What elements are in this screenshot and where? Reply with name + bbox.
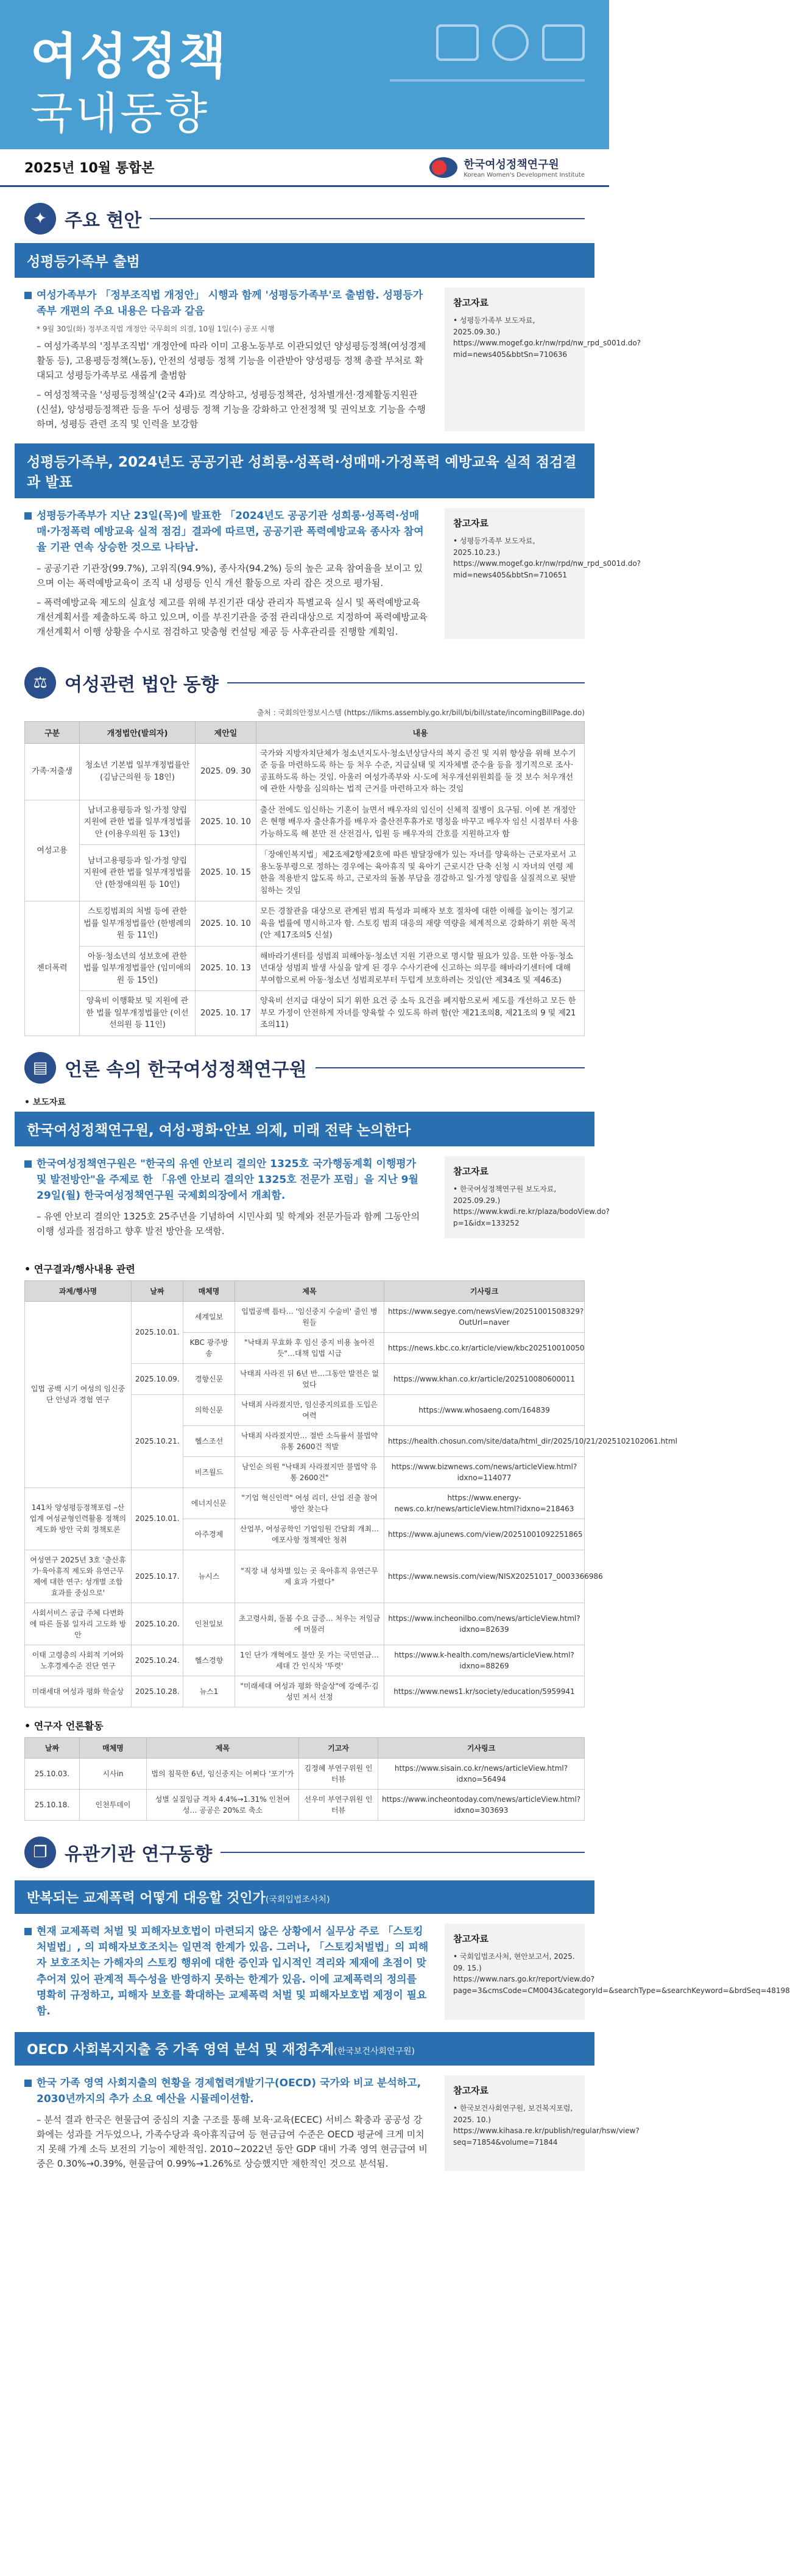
article-link[interactable]: https://www.incheonilbo.com/news/articleView.html?idxno=82639 <box>384 1603 585 1645</box>
kwdi-logo-icon <box>429 157 457 178</box>
issue2-lead: 성평등가족부가 지난 23일(목)에 발표한 「2024년도 공공기관 성희롱·성폭력·성매매·가정폭력 예방교육 실적 점검」결과에 따르면, 공공기관 폭력예방교육 종사자 참여율 기관 연속 상승한 것으로 나타남. <box>24 508 429 556</box>
article-link[interactable]: https://news.kbc.co.kr/article/view/kbc202510010050 <box>384 1332 585 1363</box>
title-line-1: 여성정책 <box>30 28 229 85</box>
issue2-reference: 참고자료 • 성평등가족부 보도자료, 2025.10.23.) https://www.mogef.go.kr/nw/rpd/nw_rpd_s001d.do?mid=news405&bbtSn=710651 <box>445 508 585 639</box>
article-link[interactable]: https://www.news1.kr/society/education/5959941 <box>384 1676 585 1707</box>
issue1-note: * 9월 30일(화) 정부조직법 개정안 국무회의 의결, 10월 1일(수) 공포 시행 <box>37 324 275 333</box>
table-row: 이태 고령층의 사회적 기여와 노후경제수준 진단 연구 2025.10.24. 헬스경향 1인 단가 개혁에도 불안 못 가는 국민연금…세대 간 인식차 '뚜렷' https://www.k-health.com/news/articleView.html?idxno=88269 <box>25 1645 585 1676</box>
article-link[interactable]: https://www.newsis.com/view/NISX20251017_0003366986 <box>384 1550 585 1603</box>
laws-source: 출처 : 국회의안정보시스템 (https://likms.assembly.go.kr/bill/bi/bill/state/incomingBillPage.do) <box>256 708 585 717</box>
trend2-reference: 참고자료 • 한국보건사회연구원, 보건복지포럼, 2025. 10.) https://www.kihasa.re.kr/publish/regular/hsw/view?seq=71854&volume=71844 <box>445 2075 585 2171</box>
title-line-2: 국내동향 <box>30 88 210 139</box>
press-lead: 한국여성정책연구원은 "한국의 유엔 안보리 결의안 1325호 국가행동계획 이행평가 및 발전방안"을 주제로 한 「유엔 안보리 결의안 1325호 전문가 포럼」을 지난 9월 29일(월) 한국여성정책연구원 국제회의장에서 개최함. <box>24 1156 429 1204</box>
gavel-icon: ⚖ <box>24 667 56 699</box>
table-row: 미래세대 여성과 평화 학술상 2025.10.28. 뉴스1 "미래세대 여성과 평화 학술상"에 강예주·김성민 저서 선정 https://www.news1.kr/society/education/5959941 <box>25 1676 585 1707</box>
issue2-bullet: – 공공기관 기관장(99.7%), 고위직(94.9%), 종사자(94.2%) 등의 높은 교육 참여율을 보이고 있으며 이는 폭력예방교육이 조직 내 성평등 인식 개선 활동으로 자리 잡은 것으로 평가됨. <box>37 561 429 590</box>
trend1-block <box>24 1924 790 2020</box>
table-row: 아주경제 산업부, 여성공학인 기업임원 간담회 개최…에포사항 정책제안 청취 https://www.ajunews.com/view/20251001092251865 <box>25 1519 585 1550</box>
article-link[interactable]: https://www.khan.co.kr/article/202510080600011 <box>384 1363 585 1394</box>
table-row: 25.10.18. 인천투데이 성별 실질임금 격차 4.4%→1.31% 인천여성… 공공은 20%로 축소 선우미 부연구위원 인터뷰 https://www.incheontoday.com/news/articleView.html?idxno=303693 <box>25 1789 585 1820</box>
research-heading: • 연구결과/행사내용 관련 <box>24 1263 135 1275</box>
section-main-issue <box>0 187 609 243</box>
article-link[interactable]: https://www.k-health.com/news/articleView.html?idxno=88269 <box>384 1645 585 1676</box>
reference-link[interactable]: • 한국여성정책연구원 보도자료, 2025.09.29.) https://www.kwdi.re.kr/plaza/bodoView.do?p=1&idx=133252 <box>453 1184 610 1227</box>
article-link[interactable]: https://health.chosun.com/site/data/html_dir/2025/10/21/2025102102061.html <box>384 1425 585 1456</box>
bullet-square-icon <box>24 512 32 520</box>
article-link[interactable]: https://www.segye.com/newsView/20251001508329?OutUrl=naver <box>384 1301 585 1332</box>
people-icon <box>492 24 529 61</box>
section-divider <box>316 1067 585 1068</box>
reference-link[interactable]: • 성평등가족부 보도자료, 2025.09.30.) https://www.mogef.go.kr/nw/rpd/nw_rpd_s001d.do?mid=news405&bbtSn=710636 <box>453 316 641 359</box>
table-row: 젠더폭력 스토킹범죄의 처벌 등에 관한 법률 일부개정법률안 (한병례의원 등 11인) 2025. 10. 10 모든 경찰관을 대상으로 관계된 범죄 특성과 피해자 보호 절차에 대한 이해를 높이는 정기교육을 법률에 명시하고자 함. 스토킹 범죄 대응의 재량 역량을 체계적으로 강화하기 위한 목적(안 제17조의5 신설) <box>25 902 585 947</box>
article-link[interactable]: https://www.bizwnews.com/news/articleView.html?idxno=114077 <box>384 1456 585 1487</box>
press-bar: 한국여성정책연구원, 여성·평화·안보 의제, 미래 전략 논의한다 <box>15 1112 594 1146</box>
section-divider <box>227 682 585 683</box>
table-row: 여성고용 남녀고용평등과 일·가정 양립 지원에 관한 법률 일부개정법률안 (이용우의원 등 13인) 2025. 10. 10 출산 전에도 임신하는 기혼이 늘면서 배우자의 임신이 신체적 질병이 요구됨. 이에 본 개정안은 현행 배우자 출산휴가를 배우자 출산전후휴가로 명칭을 바꾸고 배우자 임신 시점부터 사용 가능하도록 해 분만 전 산전검사, 입원 등 배우자의 간호를 지원하고자 함 <box>25 800 585 845</box>
section-trends <box>0 1821 609 1877</box>
table-row: 가족·저출생 청소년 기본법 일부개정법률안 (김남근의원 등 18인) 2025. 09. 30 국가와 지방자치단체가 청소년지도사·청소년상담사의 복지 증진 및 지위 향상을 위해 보수기준 등을 마련하도록 하는 등 처우 수준, 지급실태 및 지자체별 준수율 등을 정기적으로 조사·공표하도록 하는 것임. 아울러 여성가족부와 시·도에 처우개선위원회를 둘 것 보수 처우개선에 관한 사항을 심의하는 법적 근거를 마련하고자 하는 것임 <box>25 743 585 800</box>
article-link[interactable]: https://www.energy-news.co.kr/news/articleView.html?idxno=218463 <box>384 1487 585 1519</box>
issue-label: 2025년 10월 통합본 <box>24 161 155 176</box>
article-link[interactable]: https://www.sisain.co.kr/news/articleView.html?idxno=56494 <box>378 1758 585 1789</box>
chart-icon <box>542 24 585 61</box>
issue1-bullet: – 여성가족부의 '정부조직법' 개정안에 따라 이미 고용노동부로 이관되었던 양성평등정책(여성경제활동 등), 고용평등정책(노동), 안전의 성평등 정책 기능을 이관받아 양성평등 정책 총괄 부처로 확대되고 성평등가족부로 새롭게 출범함 <box>37 339 429 383</box>
press-bullet: – 유엔 안보리 결의안 1325호 25주년을 기념하여 시민사회 및 학계와 전문가들과 함께 그동안의 이행 성과를 점검하고 향후 발전 방안을 모색함. <box>37 1209 429 1238</box>
trend1-bar: 반복되는 교제폭력 어떻게 대응할 것인가(국회입법조사처) <box>15 1880 594 1914</box>
table-row: 25.10.03. 시사in 법의 침묵한 6년, 임신중지는 어쩌다 '포기'가 김정혜 부연구위원 인터뷰 https://www.sisain.co.kr/news/articleView.html?idxno=56494 <box>25 1758 585 1789</box>
trend2-lead: 한국 가족 영역 사회지출의 현황을 경제협력개발기구(OECD) 국가와 비교 분석하고, 2030년까지의 추가 소요 예산을 시뮬레이션함. <box>24 2075 429 2108</box>
table-row: 입법 공백 시기 여성의 임신중단 안녕과 경험 연구 2025.10.01. 세계일보 입법공백 틈타… '임신중지 수술비' 줄인 병원들 https://www.segye.com/newsView/20251001508329?OutUrl=naver <box>25 1301 585 1332</box>
megaphone-icon: ✦ <box>24 203 56 235</box>
document-icon <box>436 24 479 61</box>
issue2-bullet: – 폭력예방교육 제도의 실효성 제고를 위해 부진기관 대상 관리자 특별교육 실시 및 폭력예방교육 개선계획서를 제출하도록 하고 있으며, 이를 부진기관을 중점 관리대상으로 지정하여 폭력예방교육 개선계획서 이행 상황을 수시로 점검하고 맞춤형 컨설팅 제공 등 사후관리를 진행할 계획임. <box>37 595 429 639</box>
article-link[interactable]: https://www.whosaeng.com/164839 <box>384 1394 585 1425</box>
section-title: 주요 현안 <box>65 210 142 231</box>
issue2-bar: 성평등가족부, 2024년도 공공기관 성희롱·성폭력·성매매·가정폭력 예방교육 실적 점검결과 발표 <box>15 443 594 498</box>
press-reference: 참고자료 • 한국여성정책연구원 보도자료, 2025.09.29.) https://www.kwdi.re.kr/plaza/bodoView.do?p=1&idx=133252 <box>445 1156 585 1238</box>
newspaper-icon: ▤ <box>24 1052 56 1084</box>
table-row: KBC 광주방송 "낙태죄 무효화 후 임신 중지 비용 높아진 듯"…대책 입법 시급 https://news.kbc.co.kr/article/view/kbc202510010050 <box>25 1332 585 1363</box>
issue1-block <box>24 288 641 431</box>
table-row: 비즈월드 남인순 의원 "낙태죄 사라졌지만 불법약 유통 2600건" https://www.bizwnews.com/news/articleView.html?idxno=114077 <box>25 1456 585 1487</box>
table-row: 사회서비스 공급 주체 다변화에 따른 돌봄 일자리 고도화 방안 2025.10.20. 인천일보 초고령사회, 돌봄 수요 급증… 처우는 저임금에 머물러 https://www.incheonilbo.com/news/articleView.html?idxno=82639 <box>25 1603 585 1645</box>
table-row: 여성연구 2025년 3호 '출산휴가·육아휴직 제도와 유연근무제에 대한 연구: 성개별 조합 효과를 중심으로' 2025.10.17. 뉴시스 "직장 내 성차별 있는 곳 육아휴직 유연근무제 효과 가렸다" https://www.newsis.com/view/NISX20251017_0003366986 <box>25 1550 585 1603</box>
reference-link[interactable]: • 성평등가족부 보도자료, 2025.10.23.) https://www.mogef.go.kr/nw/rpd/nw_rpd_s001d.do?mid=news405&bbtSn=710651 <box>453 536 641 579</box>
org-name: 한국여성정책연구원 <box>464 158 559 171</box>
trend2-block <box>24 2075 640 2171</box>
section-title: 여성관련 법안 동향 <box>65 674 219 696</box>
issue2-block <box>24 508 641 639</box>
issue1-bar: 성평등가족부 출범 <box>15 243 594 278</box>
section-title: 언론 속의 한국여성정책연구원 <box>65 1059 307 1081</box>
org-logo-block <box>429 156 585 178</box>
researcher-media-table: 날짜 매체명 제목 기고자 기사링크 25.10.03. 시사in 법의 침묵한 6년, 임신중지는 어쩌다 '포기'가 김정혜 부연구위원 인터뷰 https://www.sisain.co.kr/news/articleView.html?idxno=56494 25.10.18. 인천투데이 성별 실질임금 격차 4.4%→1.31% 인천여성… 공공은 20%로 축소 선우미 부연구위원 인터뷰 https://www.incheontoday.com/news/articleView.html?idxno=303693 <box>24 1737 585 1821</box>
table-row: 2025.10.21. 의학신문 낙태죄 사라졌지만, 임신중지의료를 도입은 여력 https://www.whosaeng.com/164839 <box>25 1394 585 1425</box>
trend2-bar: OECD 사회복지지출 중 가족 영역 분석 및 재정추계(한국보건사회연구원) <box>15 2032 594 2066</box>
section-title: 유관기관 연구동향 <box>65 1843 213 1865</box>
table-row: 헬스조선 낙태죄 사라졌지만… 절반 소득률서 불법약 유통 2600건 적발 https://health.chosun.com/site/data/html_dir/2025/10/21/2025102102061.html <box>25 1425 585 1456</box>
laws-table: 구분 개정법안(발의자) 제안일 내용 가족·저출생 청소년 기본법 일부개정법률안 (김남근의원 등 18인) 2025. 09. 30 국가와 지방자치단체가 청소년지도사·청소년상담사의 복지 증진 및 지위 향상을 위해 보수기준 등을 마련하도록 하는 등 처우 수준, 지급실태 및 지자체별 준수율 등을 정기적으로 조사·공표하도록 하는 것임. 아울러 여성가족부와 시·도에 처우개선위원회를 둘 것 보수 처우개선에 관한 사항을 심의하는 법적 근거를 마련하고자 하는 것임 여성고용 남녀고용평등과 일·가정 양립 지원에 관한 법률 일부개정법률안 (이용우의원 등 13인) 2025. 10. 10 출산 전에도 임신하는 기혼이 늘면서 배우자의 임신이 신체적 질병이 요구됨. 이에 본 개정안은 현행 배우자 출산휴가를 배우자 출산전후휴가로 명칭을 바꾸고 배우자 임신 시점부터 사용 가능하도록 해 분만 전 산전검사, 입원 등 배우자의 간호를 지원하고자 함 남녀고용평등과 일·가정 양립 지원에 관한 법률 일부개정법률안 (한정애의원 등 10인) 2025. 10. 15 「장애인복지법」제2조제2항제2호에 따른 발달장애가 있는 자녀를 양육하는 근로자로서 고용노동부령으로 정하는 경우에는 육아휴직 및 육아기 근로시간 단축 신청 시 자녀의 연령 제한을 적용받지 않도록 하고, 근로자의 돌봄 부담을 경감하고 일·가정 양립을 실질적으로 뒷받침하는 것임 젠더폭력 스토킹범죄의 처벌 등에 관한 법률 일부개정법률안 (한병례의원 등 11인) 2025. 10. 10 모든 경찰관을 대상으로 관계된 범죄 특성과 피해자 보호 절차에 대한 이해를 높이는 정기교육을 법률에 명시하고자 함. 스토킹 범죄 대응의 재량 역량을 체계적으로 강화하기 위한 목적(안 제17조의5 신설) 아동·청소년의 성보호에 관한 법률 일부개정법률안 (임미애의원 등 15인) 2025. 10. 13 해바라기센터를 성범죄 피해아동·청소년 지원 기관으로 명시할 필요가 있음. 또한 아동·청소년대상 성범죄 발생 사실을 알게 된 경우 수사기관에 신고하는 의무를 해바라기센터에 대해 부여함으로써 아동·청소년 성범죄로부터 두텁게 보호하려는 것임(안 제34조 및 제46조) 양육비 이행확보 및 지원에 관한 법률 일부개정법률안 (이선선의원 등 11인) 2025. 10. 17 양육비 선지급 대상이 되기 위한 요건 중 소득 요건을 폐지함으로써 제도를 개선하고 모든 한부모 가정이 안전하게 자녀를 양육할 수 있도록 하려 함(안 제21조의8, 제21조의 9 및 제21조의11) <box>24 721 585 1036</box>
issue1-reference: 참고자료 • 성평등가족부 보도자료, 2025.09.30.) https://www.mogef.go.kr/nw/rpd/nw_rpd_s001d.do?mid=news405&bbtSn=710636 <box>445 288 585 431</box>
header-decor-line <box>390 79 585 134</box>
section-divider <box>220 1852 585 1853</box>
table-row: 양육비 이행확보 및 지원에 관한 법률 일부개정법률안 (이선선의원 등 11인) 2025. 10. 17 양육비 선지급 대상이 되기 위한 요건 중 소득 요건을 폐지함으로써 제도를 개선하고 모든 한부모 가정이 안전하게 자녀를 양육할 수 있도록 하려 함(안 제21조의8, 제21조의 9 및 제21조의11) <box>25 991 585 1036</box>
trend1-lead: 현재 교제폭력 처벌 및 피해자보호법이 마련되지 않은 상황에서 실무상 주로 「스토킹처벌법」, 의 피해자보호조치는 일면적 한계가 있음. 그러나, 「스토킹처벌법」의 피해자 보호조치는 가해자의 스토킹 행위에 대한 증인과 입시적인 격리와 제재에 초점이 맞추어져 있어 관계적 특수성을 반영하지 못하는 한계가 있음. 이에 교제폭력의 정의를 명확히 규정하고, 피해자 보호를 확대하는 교제폭력 처벌 및 피해자보호법 제정이 필요함. <box>24 1924 429 2020</box>
reference-link[interactable]: • 한국보건사회연구원, 보건복지포럼, 2025. 10.) https://www.kihasa.re.kr/publish/regular/hsw/view?seq=71854&volume=71844 <box>453 2104 640 2147</box>
newsletter-header <box>0 0 609 149</box>
header-decor-icons <box>436 24 585 61</box>
section-laws <box>0 651 609 707</box>
issue1-lead: 여성가족부가 「정부조직법 개정안」 시행과 함께 '성평등가족부'로 출범함. 성평등가족부 개편의 주요 내용은 다음과 같음 <box>24 288 429 320</box>
trend1-reference: 참고자료 • 국회입법조사처, 현안보고서, 2025. 09. 15.) https://www.nars.go.kr/report/view.do?page=3&cmsCode=CM0043&categoryId=&searchType=&searchKeyword=&brdSeq=48198 <box>445 1924 585 2020</box>
org-sub: Korean Women's Development Institute <box>464 172 585 178</box>
section-divider <box>150 218 585 219</box>
article-link[interactable]: https://www.incheontoday.com/news/articleView.html?idxno=303693 <box>378 1789 585 1820</box>
bullet-square-icon <box>24 1160 32 1168</box>
table-row: 남녀고용평등과 일·가정 양립 지원에 관한 법률 일부개정법률안 (한정애의원 등 10인) 2025. 10. 15 「장애인복지법」제2조제2항제2호에 따른 발달장애가 있는 자녀를 양육하는 근로자로서 고용노동부령으로 정하는 경우에는 육아휴직 및 육아기 근로시간 단축 신청 시 자녀의 연령 제한을 적용받지 않도록 하고, 근로자의 돌봄 부담을 경감하고 일·가정 양립을 실질적으로 뒷받침하는 것임 <box>25 845 585 902</box>
table-row: 141차 양성평등정책포럼 –산업계 여성균형인력활용 정책의 제도화 방안 국회 정책토론 2025.10.01. 에너지신문 "기업 혁신인력" 여성 리더, 산업 진출 참여 방안 찾는다 https://www.energy-news.co.kr/news/articleView.html?idxno=218463 <box>25 1487 585 1519</box>
press-label: • 보도자료 <box>24 1097 66 1107</box>
bullet-square-icon <box>24 2080 32 2087</box>
table-row: 2025.10.09. 경향신문 낙태죄 사라진 뒤 6년 반…그동안 발전은 없었다 https://www.khan.co.kr/article/202510080600011 <box>25 1363 585 1394</box>
table-row: 아동·청소년의 성보호에 관한 법률 일부개정법률안 (임미애의원 등 15인) 2025. 10. 13 해바라기센터를 성범죄 피해아동·청소년 지원 기관으로 명시할 필요가 있음. 또한 아동·청소년대상 성범죄 발생 사실을 알게 된 경우 수사기관에 신고하는 의무를 해바라기센터에 대해 부여함으로써 아동·청소년 성범죄로부터 두텁게 보호하려는 것임(안 제34조 및 제46조) <box>25 946 585 991</box>
issue1-bullet: – 여성정책국을 '성평등정책실'(2국 4과)로 격상하고, 성평등정책관, 성차별개선·경제활동지원관(신설), 양성평등정책관 등을 두어 성평등 정책 기능을 강화하고 안전정책 및 권익보호 기능을 수행하며, 성평등 관련 조직 및 인력을 보강함 <box>37 387 429 431</box>
issue-bar <box>0 149 609 187</box>
research-media-table: 과제/행사명 날짜 매체명 제목 기사링크 입법 공백 시기 여성의 임신중단 안녕과 경험 연구 2025.10.01. 세계일보 입법공백 틈타… '임신중지 수술비' 줄인 병원들 https://www.segye.com/newsView/20251001508329?OutUrl=naver KBC 광주방송 "낙태죄 무효화 후 임신 중지 비용 높아진 듯"…대책 입법 시급 https://news.kbc.co.kr/article/view/kbc202510010050 2025.10.09. 경향신문 낙태죄 사라진 뒤 6년 반…그동안 발전은 없었다 https://www.khan.co.kr/article/202510080600011 2025.10.21. 의학신문 낙태죄 사라졌지만, 임신중지의료를 도입은 여력 https://www.whosaeng.com/164839 헬스조선 낙태죄 사라졌지만… 절반 소득률서 불법약 유통 2600건 적발 https://health.chosun.com/site/data/html_dir/2025/10/21/2025102102061.html 비즈월드 남인순 의원 "낙태죄 사라졌지만 불법약 유통 2600건" https://www.bizwnews.com/news/articleView.html?idxno=114077 141차 양성평등정책포럼 –산업계 여성균형인력활용 정책의 제도화 방안 국회 정책토론 2025.10.01. 에너지신문 "기업 혁신인력" 여성 리더, 산업 진출 참여 방안 찾는다 https://www.energy-news.co.kr/news/articleView.html?idxno=218463 아주경제 산업부, 여성공학인 기업임원 간담회 개최…에포사항 정책제안 청취 https://www.ajunews.com/view/20251001092251865 여성연구 2025년 3호 '출산휴가·육아휴직 제도와 유연근무제에 대한 연구: 성개별 조합 효과를 중심으로' 2025.10.17. 뉴시스 "직장 내 성차별 있는 곳 육아휴직 유연근무제 효과 가렸다" https://www.newsis.com/view/NISX20251017_0003366986 사회서비스 공급 주체 다변화에 따른 돌봄 일자리 고도화 방안 2025.10.20. 인천일보 초고령사회, 돌봄 수요 급증… 처우는 저임금에 머물러 https://www.incheonilbo.com/news/articleView.html?idxno=82639 이태 고령층의 사회적 기여와 노후경제수준 진단 연구 2025.10.24. 헬스경향 1인 단가 개혁에도 불안 못 가는 국민연금…세대 간 인식차 '뚜렷' https://www.k-health.com/news/articleView.html?idxno=88269 미래세대 여성과 평화 학술상 2025.10.28. 뉴스1 "미래세대 여성과 평화 학술상"에 강예주·김성민 저서 선정 https://www.news1.kr/society/education/5959941 <box>24 1280 585 1707</box>
bullet-square-icon <box>24 292 32 299</box>
trend2-bullet: – 분석 결과 한국은 현물급여 중심의 지출 구조를 통해 보육·교육(ECEC) 서비스 확충과 공공성 강화에는 성과를 거두었으나, 가족수당과 육아휴직급여 등 현금급여 수준은 OECD 평균에 크게 미치지 못해 가계 소득 보전의 기능이 제한적임. 2010~2022년 동안 GDP 대비 가족 영역 현금급여 비중은 0.30%→0.39%, 현물급여 0.99%→1.26%로 상승했지만 제한적인 것으로 분석됨. <box>37 2112 429 2171</box>
press-block <box>24 1156 610 1238</box>
article-link[interactable]: https://www.ajunews.com/view/20251001092251865 <box>384 1519 585 1550</box>
reference-link[interactable]: • 국회입법조사처, 현안보고서, 2025. 09. 15.) https://www.nars.go.kr/report/view.do?page=3&cmsCode=CM0043&categoryId=&searchType=&searchKeyword=&brdSeq=48198 <box>453 1952 790 1995</box>
book-icon: ❐ <box>24 1837 56 1868</box>
bullet-square-icon <box>24 1928 32 1935</box>
section-press <box>0 1036 609 1092</box>
column-heading: • 연구자 언론활동 <box>24 1720 104 1732</box>
